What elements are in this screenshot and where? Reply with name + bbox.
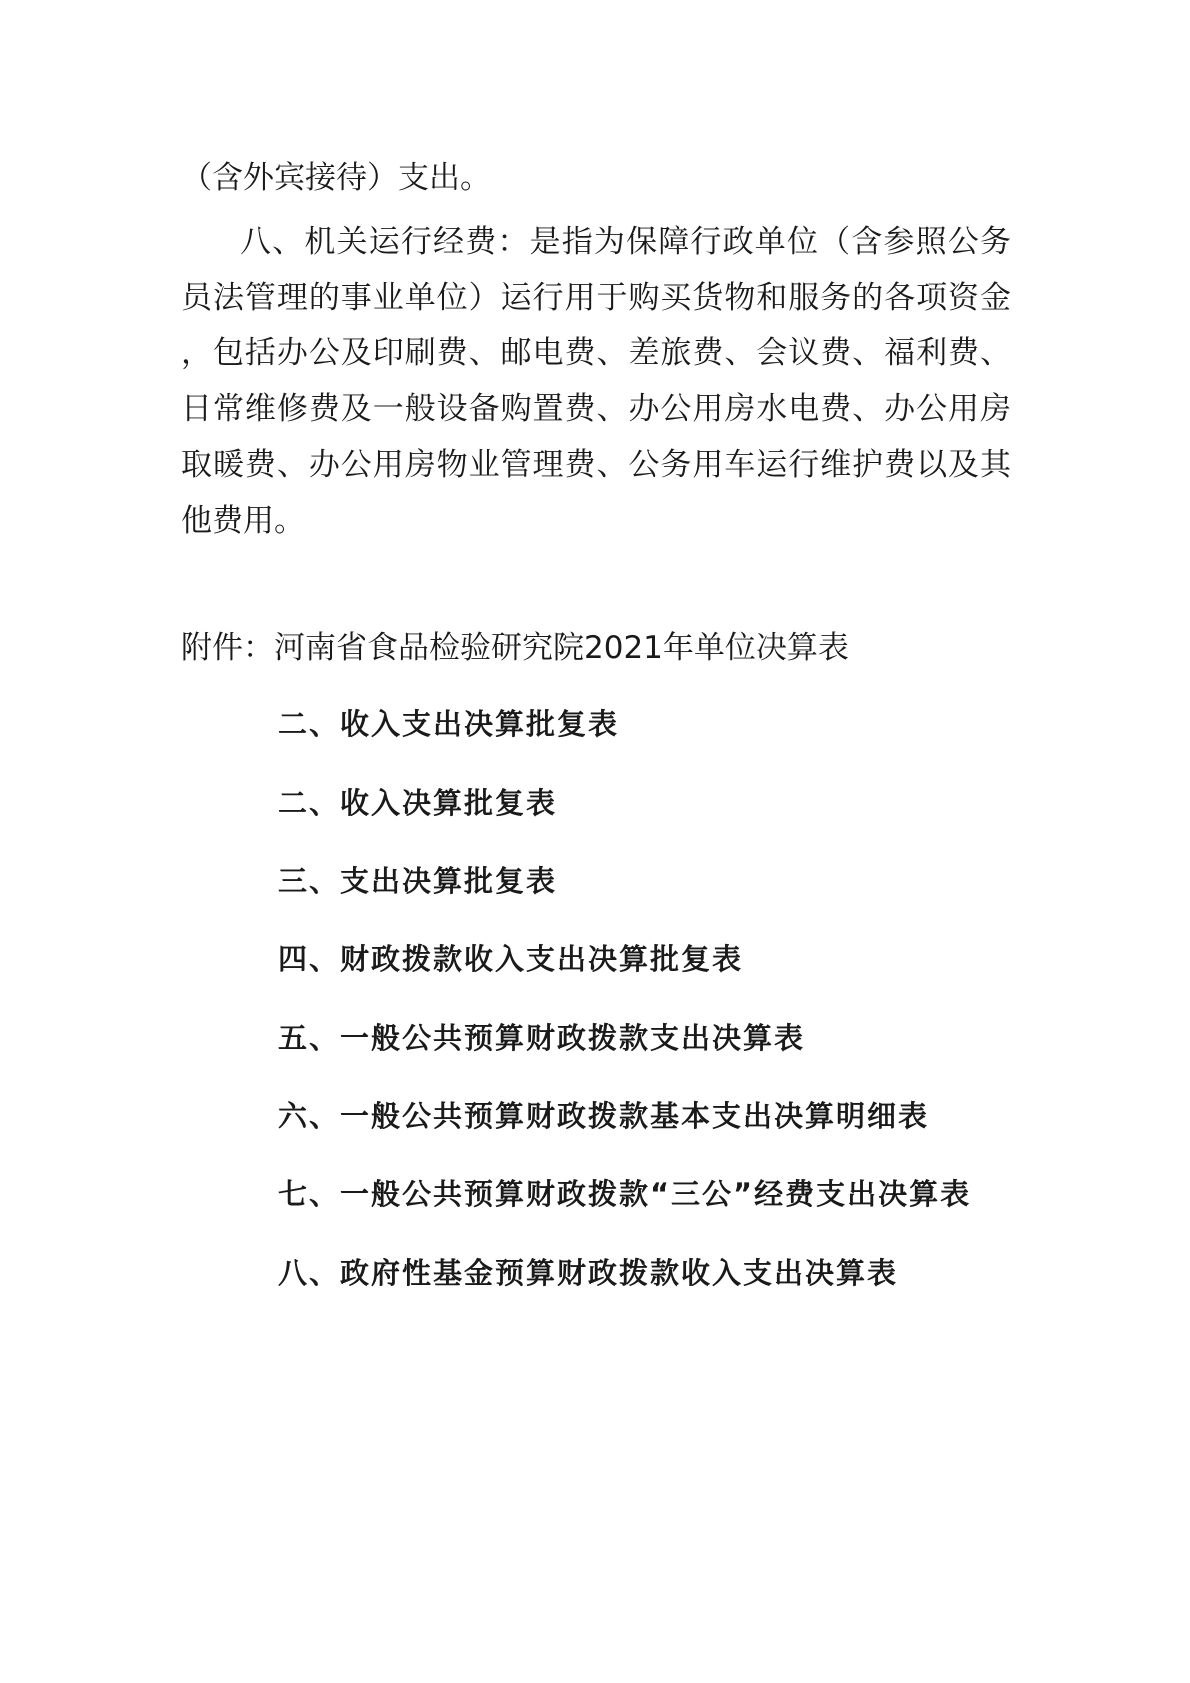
paragraph-line: ，包括办公及印刷费、邮电费、差旅费、会议费、福利费、 — [181, 335, 1011, 371]
attachment-title: 附件：河南省食品检验研究院2021年单位决算表 — [181, 630, 849, 666]
paragraph-line: 员法管理的事业单位）运行用于购买货物和服务的各项资金 — [181, 280, 1011, 316]
paragraph-line: 他费用。 — [181, 503, 305, 539]
attachment-item: 二、收入决算批复表 — [278, 786, 558, 820]
paragraph-line: 取暖费、办公用房物业管理费、公务用车运行维护费以及其 — [181, 447, 1011, 483]
paragraph-line: 日常维修费及一般设备购置费、办公用房水电费、办公用房 — [181, 391, 1011, 427]
attachment-item: 四、财政拨款收入支出决算批复表 — [278, 942, 744, 976]
attachment-item: 七、一般公共预算财政拨款“三公”经费支出决算表 — [278, 1177, 972, 1211]
attachment-item: 八、政府性基金预算财政拨款收入支出决算表 — [278, 1256, 899, 1290]
attachment-item: 三、支出决算批复表 — [278, 864, 558, 898]
paragraph-line: 八、机关运行经费：是指为保障行政单位（含参照公务 — [240, 224, 1011, 260]
attachment-item: 六、一般公共预算财政拨款基本支出决算明细表 — [278, 1099, 930, 1133]
attachment-item: 五、一般公共预算财政拨款支出决算表 — [278, 1021, 806, 1055]
attachment-item: 二、收入支出决算批复表 — [278, 707, 620, 741]
paragraph-continuation: （含外宾接待）支出。 — [181, 160, 491, 196]
